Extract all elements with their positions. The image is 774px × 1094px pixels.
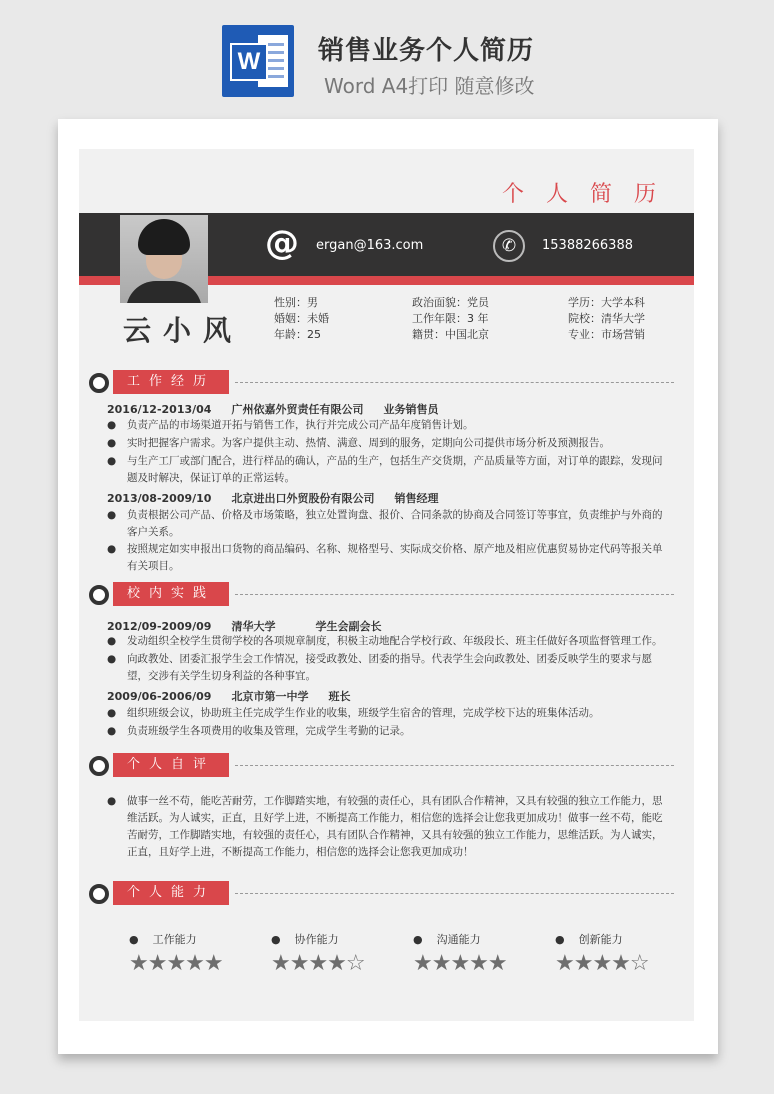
star-rating-icon: ★★★★☆ bbox=[555, 951, 649, 976]
info-marital: 婚姻：未婚 bbox=[274, 312, 329, 325]
info-age: 年龄：25 bbox=[274, 328, 321, 341]
section-self-eval bbox=[89, 753, 674, 779]
word-logo-letter: W bbox=[230, 43, 268, 81]
info-column-1 bbox=[274, 295, 329, 343]
star-rating-icon: ★★★★★ bbox=[129, 951, 223, 976]
section-ability bbox=[89, 881, 674, 907]
skill-name: ● 工作能力 bbox=[129, 933, 197, 946]
work-role: 业务销售员 bbox=[383, 403, 439, 416]
info-column-3 bbox=[568, 295, 645, 343]
info-gender: 性别：男 bbox=[274, 296, 318, 309]
email-text: ergan@163.com bbox=[316, 238, 424, 253]
section-ability-label: 个人能力 bbox=[113, 881, 229, 905]
list-item: ● 负责产品的市场渠道开拓与销售工作，执行并完成公司产品年度销售计划。 bbox=[107, 419, 474, 431]
campus-org: 清华大学 bbox=[231, 620, 276, 633]
star-rating-icon: ★★★★★ bbox=[413, 951, 507, 976]
work-company: 北京进出口外贸股份有限公司 bbox=[231, 492, 375, 505]
campus-entry-1 bbox=[107, 618, 401, 634]
campus-role: 学生会副会长 bbox=[315, 620, 382, 633]
list-item: ● 负责班级学生各项费用的收集及管理，完成学生考勤的记录。 bbox=[107, 725, 411, 737]
skill-name: ● 协作能力 bbox=[271, 933, 339, 946]
work-entry-1 bbox=[107, 401, 458, 417]
self-eval-text: ● 做事一丝不苟，能吃苦耐劳，工作脚踏实地，有较强的责任心，具有团队合作精神，又具有较强的独立工作能力，思维活跃。为人诚实，正直，且好学上进，不断提高工作能力，相信您的选择会让您我更加成功！做事一丝不苟，能吃苦耐劳，工作脚踏实地，有较强的责任心，具有团队合作精神，又具有较强的独立工作能力，思维活跃。为人诚实，正直，且好学上进，不断提高工作能力，相信您的选择会让您我更加成功！ bbox=[107, 795, 663, 858]
list-item: ● 实时把握客户需求。为客户提供主动、热情、满意、周到的服务，定期向公司提供市场分析及预测报告。 bbox=[107, 437, 610, 449]
candidate-name: 云小风 bbox=[123, 314, 244, 347]
phone-icon: ✆ bbox=[493, 230, 525, 262]
resume-heading: 个人简历 bbox=[501, 182, 678, 207]
list-item: ● 发动组织全校学生贯彻学校的各项规章制度，积极主动地配合学校行政、年级段长、班主任做好各项监督管理工作。 bbox=[107, 635, 663, 647]
resume-paper bbox=[58, 119, 718, 1054]
section-campus-label: 校内实践 bbox=[113, 582, 229, 606]
campus-role: 班长 bbox=[328, 690, 351, 703]
work-role: 销售经理 bbox=[394, 492, 439, 505]
star-rating-icon: ★★★★☆ bbox=[271, 951, 365, 976]
work-date: 2016/12-2013/04 bbox=[107, 403, 212, 416]
info-political: 政治面貌：党员 bbox=[412, 296, 489, 309]
work-entry-2 bbox=[107, 490, 458, 506]
work-company: 广州依嘉外贸责任有限公司 bbox=[231, 403, 364, 416]
banner-subtitle: Word A4打印 随意修改 bbox=[324, 74, 535, 98]
list-item: ● 负责根据公司产品、价格及市场策略，独立处置询盘、报价、合同条款的协商及合同签订等事宜，负责维护与外商的客户关系。 bbox=[107, 509, 663, 538]
profile-photo bbox=[120, 215, 208, 303]
skill-name: ● 沟通能力 bbox=[413, 933, 481, 946]
info-column-2 bbox=[412, 295, 489, 343]
list-item: ● 与生产工厂或部门配合，进行样品的确认，产品的生产，包括生产交货期，产品质量等方面，对订单的跟踪，发现问题及时解决，保证订单的正常运转。 bbox=[107, 455, 663, 484]
info-years: 工作年限：3 年 bbox=[412, 312, 489, 325]
list-item: ● 向政教处、团委汇报学生会工作情况，接受政教处、团委的指导。代表学生会向政教处、团委反映学生的要求与愿望，交涉有关学生切身利益的各种事宜。 bbox=[107, 653, 652, 682]
list-item: ● 按照规定如实申报出口货物的商品编码、名称、规格型号、实际成交价格、原产地及相应优惠贸易协定代码等报关单有关项目。 bbox=[107, 543, 663, 572]
info-school: 院校：清华大学 bbox=[568, 312, 645, 325]
banner-title: 销售业务个人简历 bbox=[318, 36, 535, 66]
campus-date: 2012/09-2009/09 bbox=[107, 620, 212, 633]
info-major: 专业：市场营销 bbox=[568, 328, 645, 341]
at-icon: @ bbox=[265, 223, 299, 263]
campus-entry-2 bbox=[107, 688, 370, 704]
phone-text: 15388266388 bbox=[542, 238, 633, 253]
top-banner bbox=[0, 0, 774, 110]
info-education: 学历：大学本科 bbox=[568, 296, 645, 309]
section-bullet-icon bbox=[89, 585, 109, 605]
campus-date: 2009/06-2006/09 bbox=[107, 690, 212, 703]
word-logo-icon bbox=[222, 25, 294, 97]
work-date: 2013/08-2009/10 bbox=[107, 492, 212, 505]
list-item: ● 组织班级会议，协助班主任完成学生作业的收集，班级学生宿舍的管理，完成学校下达的班集体活动。 bbox=[107, 707, 600, 719]
section-campus bbox=[89, 582, 674, 608]
section-bullet-icon bbox=[89, 756, 109, 776]
section-work-label: 工作经历 bbox=[113, 370, 229, 394]
section-self-label: 个人自评 bbox=[113, 753, 229, 777]
section-work bbox=[89, 370, 674, 396]
section-bullet-icon bbox=[89, 884, 109, 904]
info-hometown: 籍贯：中国北京 bbox=[412, 328, 489, 341]
skill-name: ● 创新能力 bbox=[555, 933, 623, 946]
section-bullet-icon bbox=[89, 373, 109, 393]
campus-org: 北京市第一中学 bbox=[231, 690, 309, 703]
resume-content bbox=[79, 149, 694, 1021]
